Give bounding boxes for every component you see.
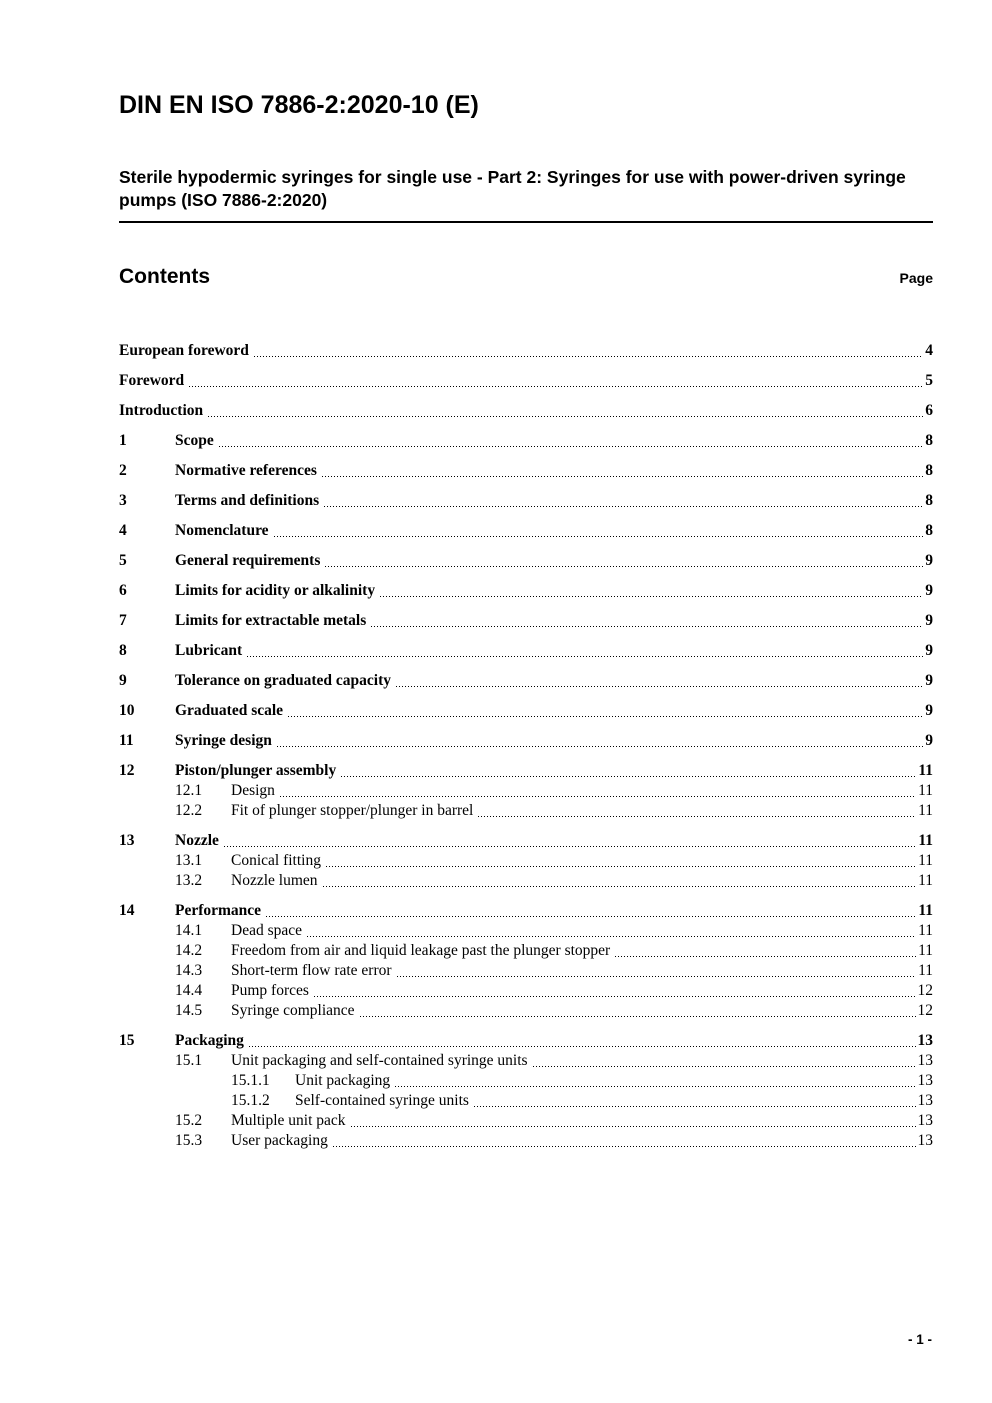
- toc-entry-number: 7: [119, 611, 127, 629]
- toc-entry-page: 8: [925, 521, 933, 539]
- toc-entry-title: Limits for acidity or alkalinity: [175, 581, 376, 599]
- toc-entry-title: Packaging: [175, 1031, 244, 1049]
- toc-entry-page: 11: [918, 941, 933, 959]
- toc-entry-page: 5: [925, 371, 933, 389]
- toc-entry-number: 14.2: [175, 941, 203, 959]
- toc-entry-page: 12: [917, 1001, 933, 1019]
- toc-entry-number: 15.1.1: [231, 1071, 270, 1089]
- toc-entry-page: 11: [918, 871, 933, 889]
- toc-entry: [119, 921, 933, 941]
- dot-leader: [341, 776, 916, 777]
- toc-entry-page: 13: [917, 1051, 933, 1069]
- toc-entry-page: 4: [925, 341, 933, 359]
- toc-entry-page: 6: [925, 401, 933, 419]
- toc-entry: [119, 701, 933, 721]
- page-column-label: Page: [899, 269, 933, 286]
- dot-leader: [322, 476, 923, 477]
- toc-entry-number: 2: [119, 461, 127, 479]
- toc-entry: [119, 1071, 933, 1091]
- toc-entry-title: Pump forces: [231, 981, 309, 999]
- toc-entry-title: Freedom from air and liquid leakage past the plunger stopper: [231, 941, 611, 959]
- toc-entry: [119, 611, 933, 631]
- toc-entry-number: 13.1: [175, 851, 203, 869]
- dot-leader: [249, 1046, 916, 1047]
- toc-entry-page: 11: [918, 761, 933, 779]
- toc-entry-page: 13: [917, 1091, 933, 1109]
- dot-leader: [189, 386, 923, 387]
- toc-entry-title: Fit of plunger stopper/plunger in barrel: [231, 801, 474, 819]
- toc-entry-title: Nozzle lumen: [231, 871, 318, 889]
- toc-entry-number: 12.1: [175, 781, 203, 799]
- toc-entry: [119, 871, 933, 891]
- toc-entry-title: Introduction: [119, 401, 204, 419]
- toc-entry-title: Foreword: [119, 371, 185, 389]
- dot-leader: [325, 566, 923, 567]
- toc-entry: [119, 901, 933, 921]
- toc-entry-title: Design: [231, 781, 275, 799]
- toc-entry-title: Nozzle: [175, 831, 219, 849]
- toc-entry: [119, 551, 933, 571]
- toc-entry-number: 15.1.2: [231, 1091, 270, 1109]
- toc-entry-title: Normative references: [175, 461, 317, 479]
- toc-entry-page: 9: [925, 731, 933, 749]
- toc-entry-number: 11: [119, 731, 134, 749]
- toc-entry-number: 8: [119, 641, 127, 659]
- toc-entry-number: 12: [119, 761, 135, 779]
- toc-entry-number: 15.1: [175, 1051, 203, 1069]
- toc-entry-page: 9: [925, 701, 933, 719]
- dot-leader: [333, 1146, 916, 1147]
- toc-entry-title: European foreword: [119, 341, 249, 359]
- toc-entry: [119, 981, 933, 1001]
- toc-entry-title: Unit packaging: [295, 1071, 391, 1089]
- toc-entry-page: 9: [925, 551, 933, 569]
- toc-entry-number: 13.2: [175, 871, 203, 889]
- dot-leader: [478, 816, 916, 817]
- contents-header-row: [119, 265, 933, 289]
- toc-entry-page: 13: [917, 1031, 933, 1049]
- toc-entry-page: 9: [925, 671, 933, 689]
- toc-entry: [119, 371, 933, 391]
- toc-entry-title: Terms and definitions: [175, 491, 320, 509]
- toc-entry-page: 13: [917, 1071, 933, 1089]
- toc-entry-title: User packaging: [231, 1131, 328, 1149]
- toc-entry-title: Syringe design: [175, 731, 272, 749]
- toc-entry-title: Unit packaging and self-contained syringe units: [231, 1051, 528, 1069]
- toc-entry-page: 11: [918, 801, 933, 819]
- dot-leader: [371, 626, 923, 627]
- toc-entry-title: Graduated scale: [175, 701, 284, 719]
- toc-entry-page: 8: [925, 431, 933, 449]
- toc-entry-number: 15: [119, 1031, 135, 1049]
- toc-entry-number: 14.4: [175, 981, 203, 999]
- toc-entry-page: 12: [917, 981, 933, 999]
- toc-entry-page: 9: [925, 581, 933, 599]
- dot-leader: [326, 866, 916, 867]
- toc-entry: [119, 341, 933, 361]
- dot-leader: [380, 596, 923, 597]
- toc-entry-page: 13: [917, 1131, 933, 1149]
- toc-entry: [119, 731, 933, 751]
- toc-entry-page: 11: [918, 961, 933, 979]
- toc-entry-title: Short-term flow rate error: [231, 961, 392, 979]
- toc-entry-number: 14.5: [175, 1001, 203, 1019]
- dot-leader: [396, 686, 923, 687]
- toc-entry: [119, 1001, 933, 1021]
- toc-entry-title: Tolerance on graduated capacity: [175, 671, 391, 689]
- toc-entry-number: 14.3: [175, 961, 203, 979]
- toc-entry-page: 13: [917, 1111, 933, 1129]
- toc-entry-page: 8: [925, 461, 933, 479]
- toc-entry-number: 6: [119, 581, 127, 599]
- dot-leader: [224, 846, 916, 847]
- toc-entry: [119, 581, 933, 601]
- toc-entry-number: 1: [119, 431, 127, 449]
- toc-entry-number: 12.2: [175, 801, 203, 819]
- dot-leader: [254, 356, 923, 357]
- dot-leader: [288, 716, 923, 717]
- toc-entry: [119, 1051, 933, 1071]
- toc-entry-title: General requirements: [175, 551, 321, 569]
- dot-leader: [274, 536, 924, 537]
- dot-leader: [277, 746, 923, 747]
- toc-entry: [119, 761, 933, 781]
- dot-leader: [323, 886, 917, 887]
- dot-leader: [615, 956, 916, 957]
- toc-entry: [119, 831, 933, 851]
- toc-entry: [119, 641, 933, 661]
- toc-list: [119, 341, 933, 1151]
- toc-entry-number: 3: [119, 491, 127, 509]
- dot-leader: [314, 996, 916, 997]
- dot-leader: [266, 916, 916, 917]
- toc-entry-page: 11: [918, 781, 933, 799]
- toc-entry: [119, 1111, 933, 1131]
- toc-entry-number: 15.2: [175, 1111, 203, 1129]
- toc-entry-page: 11: [918, 851, 933, 869]
- toc-entry-title: Dead space: [231, 921, 302, 939]
- toc-entry-page: 11: [918, 921, 933, 939]
- dot-leader: [397, 976, 917, 977]
- toc-entry: [119, 851, 933, 871]
- toc-entry-title: Self-contained syringe units: [295, 1091, 469, 1109]
- toc-entry-number: 4: [119, 521, 127, 539]
- dot-leader: [307, 936, 916, 937]
- dot-leader: [219, 446, 924, 447]
- contents-heading: Contents: [119, 264, 210, 288]
- document-code: DIN EN ISO 7886-2:2020-10 (E): [119, 91, 479, 119]
- toc-entry-title: Nomenclature: [175, 521, 269, 539]
- dot-leader: [351, 1126, 916, 1127]
- toc-entry-title: Limits for extractable metals: [175, 611, 367, 629]
- toc-entry-page: 11: [918, 901, 933, 919]
- dot-leader: [208, 416, 923, 417]
- toc-entry-number: 14: [119, 901, 135, 919]
- dot-leader: [395, 1086, 915, 1087]
- toc-entry: [119, 671, 933, 691]
- toc-entry: [119, 1131, 933, 1151]
- toc-entry: [119, 1031, 933, 1051]
- toc-entry-title: Lubricant: [175, 641, 243, 659]
- toc-entry-page: 9: [925, 611, 933, 629]
- toc-entry-title: Scope: [175, 431, 214, 449]
- dot-leader: [360, 1016, 916, 1017]
- toc-entry-title: Performance: [175, 901, 262, 919]
- toc-entry: [119, 491, 933, 511]
- dot-leader: [324, 506, 923, 507]
- toc-entry-title: Piston/plunger assembly: [175, 761, 337, 779]
- toc-entry: [119, 961, 933, 981]
- toc-entry: [119, 1091, 933, 1111]
- dot-leader: [533, 1066, 916, 1067]
- toc-entry-page: 8: [925, 491, 933, 509]
- dot-leader: [280, 796, 916, 797]
- toc-entry: [119, 401, 933, 421]
- toc-entry-number: 15.3: [175, 1131, 203, 1149]
- document-title: Sterile hypodermic syringes for single use - Part 2: Syringes for use with power-driven syringe pumps (ISO 7886-2:2020): [119, 166, 933, 223]
- toc-entry: [119, 941, 933, 961]
- page-number-footer: - 1 -: [907, 1332, 932, 1347]
- dot-leader: [247, 656, 923, 657]
- toc-entry-page: 11: [918, 831, 933, 849]
- toc-entry: [119, 781, 933, 801]
- toc-entry-number: 13: [119, 831, 135, 849]
- toc-entry-title: Syringe compliance: [231, 1001, 355, 1019]
- toc-entry-title: Conical fitting: [231, 851, 321, 869]
- dot-leader: [474, 1106, 916, 1107]
- toc-entry: [119, 801, 933, 821]
- toc-entry-number: 14.1: [175, 921, 203, 939]
- toc-entry-title: Multiple unit pack: [231, 1111, 346, 1129]
- toc-entry-number: 10: [119, 701, 135, 719]
- toc-entry-page: 9: [925, 641, 933, 659]
- toc-entry: [119, 461, 933, 481]
- toc-entry: [119, 521, 933, 541]
- toc-entry-number: 5: [119, 551, 127, 569]
- toc-entry: [119, 431, 933, 451]
- toc-entry-number: 9: [119, 671, 127, 689]
